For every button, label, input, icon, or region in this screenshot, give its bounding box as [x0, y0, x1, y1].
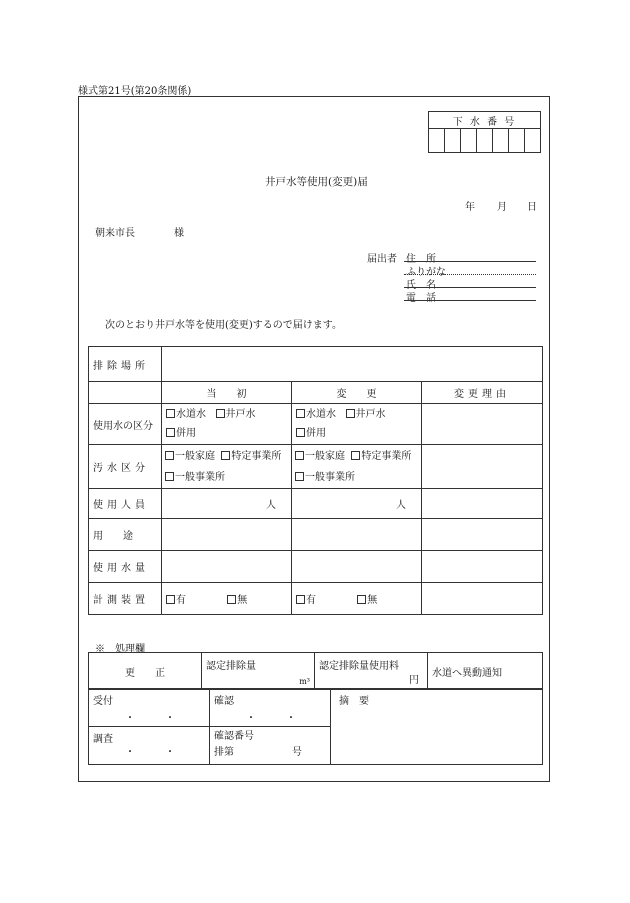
main-table — [88, 346, 543, 615]
checkbox-icon — [221, 451, 230, 460]
water-option-checkbox[interactable]: 併用 — [296, 427, 326, 440]
checkbox-icon — [357, 595, 366, 604]
checkbox-icon — [166, 409, 175, 418]
received-cell[interactable] — [89, 689, 210, 727]
discharge-no-suffix: 号 — [292, 747, 302, 758]
approved-discharge-cell[interactable] — [202, 653, 315, 690]
table-row — [89, 382, 543, 404]
correction-label: 更 正 — [89, 653, 202, 690]
col-original-header: 当 初 — [162, 382, 292, 404]
discharge-place-value[interactable] — [162, 347, 543, 382]
water-volume-reason[interactable] — [422, 551, 543, 583]
checkbox-icon — [166, 595, 175, 604]
checkbox-icon — [346, 409, 355, 418]
meter-change — [292, 583, 422, 615]
users-change[interactable] — [292, 489, 422, 519]
meter-original — [162, 583, 292, 615]
meter-option-checkbox[interactable]: 無 — [357, 591, 377, 606]
water-option-checkbox[interactable]: 併用 — [166, 427, 196, 440]
investigated-label: 調査 — [93, 734, 113, 745]
date-month: 月 — [497, 202, 507, 213]
sewage-option-checkbox[interactable]: 一般家庭 — [295, 450, 345, 463]
purpose-reason[interactable] — [422, 519, 543, 551]
checkbox-icon — [296, 409, 305, 418]
header-blank — [89, 382, 162, 404]
water-class-change — [292, 404, 422, 445]
approved-fee-unit: 円 — [409, 675, 419, 686]
users-label: 使用人員 — [89, 489, 162, 519]
water-notice-label: 水道へ異動通知 — [428, 653, 543, 690]
water-volume-label: 使用水量 — [89, 551, 162, 583]
received-date-dots: ・ ・ — [125, 713, 175, 724]
name-line[interactable] — [404, 287, 536, 288]
purpose-change[interactable] — [292, 519, 422, 551]
checkbox-icon — [351, 451, 360, 460]
investigated-date-dots: ・ ・ — [125, 747, 175, 758]
applicant-label: 届出者 — [367, 254, 397, 265]
water-option-checkbox[interactable]: 水道水 — [296, 408, 336, 421]
purpose-label: 用 途 — [89, 519, 162, 551]
checkbox-icon — [295, 472, 304, 481]
date-year: 年 — [465, 202, 475, 213]
approved-discharge-label: 認定排除量 — [206, 661, 256, 672]
address-label: 住 所 — [406, 254, 436, 265]
users-unit: 人 — [396, 500, 406, 511]
discharge-no-prefix: 排第 — [214, 747, 234, 758]
approved-discharge-unit: m³ — [299, 677, 310, 686]
sewer-number-digit[interactable] — [509, 129, 525, 153]
furigana-line[interactable] — [404, 274, 536, 275]
sewage-class-label: 汚水区分 — [89, 445, 162, 489]
water-volume-change[interactable] — [292, 551, 422, 583]
purpose-original[interactable] — [162, 519, 292, 551]
sewage-option-checkbox[interactable]: 一般事業所 — [295, 471, 355, 484]
table-row — [89, 519, 543, 551]
confirmed-cell[interactable] — [210, 689, 331, 727]
sewage-class-reason[interactable] — [422, 445, 543, 489]
sewer-number-digit[interactable] — [445, 129, 461, 153]
meter-option-checkbox[interactable]: 有 — [166, 591, 224, 606]
water-class-original — [162, 404, 292, 445]
col-change-header: 変 更 — [292, 382, 422, 404]
sewer-number-digit[interactable] — [477, 129, 493, 153]
water-option-checkbox[interactable]: 水道水 — [166, 408, 206, 421]
sewage-option-checkbox[interactable]: 一般家庭 — [165, 450, 215, 463]
table-row — [89, 551, 543, 583]
date-day: 日 — [527, 202, 537, 213]
checkbox-icon — [227, 595, 236, 604]
meter-reason[interactable] — [422, 583, 543, 615]
checkbox-icon — [166, 428, 175, 437]
checkbox-icon — [165, 472, 174, 481]
sewer-number-digit[interactable] — [525, 129, 541, 153]
checkbox-icon — [296, 428, 305, 437]
approved-fee-label: 認定排除量使用料 — [319, 661, 399, 672]
approved-fee-cell[interactable] — [315, 653, 428, 690]
sewage-option-checkbox[interactable]: 特定事業所 — [351, 450, 411, 463]
meter-option-checkbox[interactable]: 有 — [296, 591, 354, 606]
table-row — [89, 347, 543, 382]
water-class-reason[interactable] — [422, 404, 543, 445]
checkbox-icon — [216, 409, 225, 418]
discharge-place-label: 排除場所 — [89, 347, 162, 382]
confirm-number-cell[interactable] — [210, 727, 331, 765]
statement: 次のとおり井戸水等を使用(変更)するので届けます。 — [105, 320, 343, 331]
water-class-label: 使用水の区分 — [89, 404, 162, 445]
water-option-checkbox[interactable]: 井戸水 — [216, 408, 256, 421]
addressee-name: 朝来市長 — [95, 228, 135, 239]
confirmed-label: 確認 — [214, 696, 234, 707]
sewer-number-label: 下 水 番 号 — [429, 112, 541, 129]
users-unit: 人 — [266, 500, 276, 511]
table-row — [89, 404, 543, 445]
sewer-number-box — [428, 111, 541, 153]
received-label: 受付 — [93, 696, 113, 707]
col-reason-header: 変更理由 — [422, 382, 543, 404]
confirmed-date-dots: ・ ・ — [246, 713, 296, 724]
sewer-number-digit[interactable] — [461, 129, 477, 153]
table-row — [89, 445, 543, 489]
confirm-number-label: 確認番号 — [214, 731, 254, 742]
sewer-number-digit[interactable] — [429, 129, 445, 153]
sewage-option-checkbox[interactable]: 一般事業所 — [165, 471, 225, 484]
users-original[interactable] — [162, 489, 292, 519]
addressee-honorific: 様 — [174, 228, 184, 239]
table-row — [89, 489, 543, 519]
checkbox-icon — [295, 451, 304, 460]
meter-option-checkbox[interactable]: 無 — [227, 591, 247, 606]
processing-table-top — [88, 652, 543, 690]
water-volume-original[interactable] — [162, 551, 292, 583]
table-row — [89, 583, 543, 615]
sewage-class-change — [292, 445, 422, 489]
processing-title: ※ 処理欄 — [95, 644, 145, 655]
summary-cell[interactable] — [331, 689, 543, 765]
furigana-label: ふりがな — [406, 267, 446, 278]
users-reason[interactable] — [422, 489, 543, 519]
water-option-checkbox[interactable]: 井戸水 — [346, 408, 386, 421]
sewage-option-checkbox[interactable]: 特定事業所 — [221, 450, 281, 463]
investigated-cell[interactable] — [89, 727, 210, 765]
sewer-number-digit[interactable] — [493, 129, 509, 153]
summary-label: 摘 要 — [339, 696, 369, 707]
name-label: 氏 名 — [406, 280, 436, 291]
sewage-class-original — [162, 445, 292, 489]
processing-table-bottom — [88, 688, 543, 765]
checkbox-icon — [296, 595, 305, 604]
form-number: 様式第21号(第20条関係) — [78, 86, 192, 97]
phone-label: 電 話 — [406, 293, 436, 304]
phone-line[interactable] — [404, 300, 536, 301]
checkbox-icon — [165, 451, 174, 460]
form-title: 井戸水等使用(変更)届 — [265, 176, 368, 188]
address-line[interactable] — [404, 261, 536, 262]
meter-label: 計測装置 — [89, 583, 162, 615]
